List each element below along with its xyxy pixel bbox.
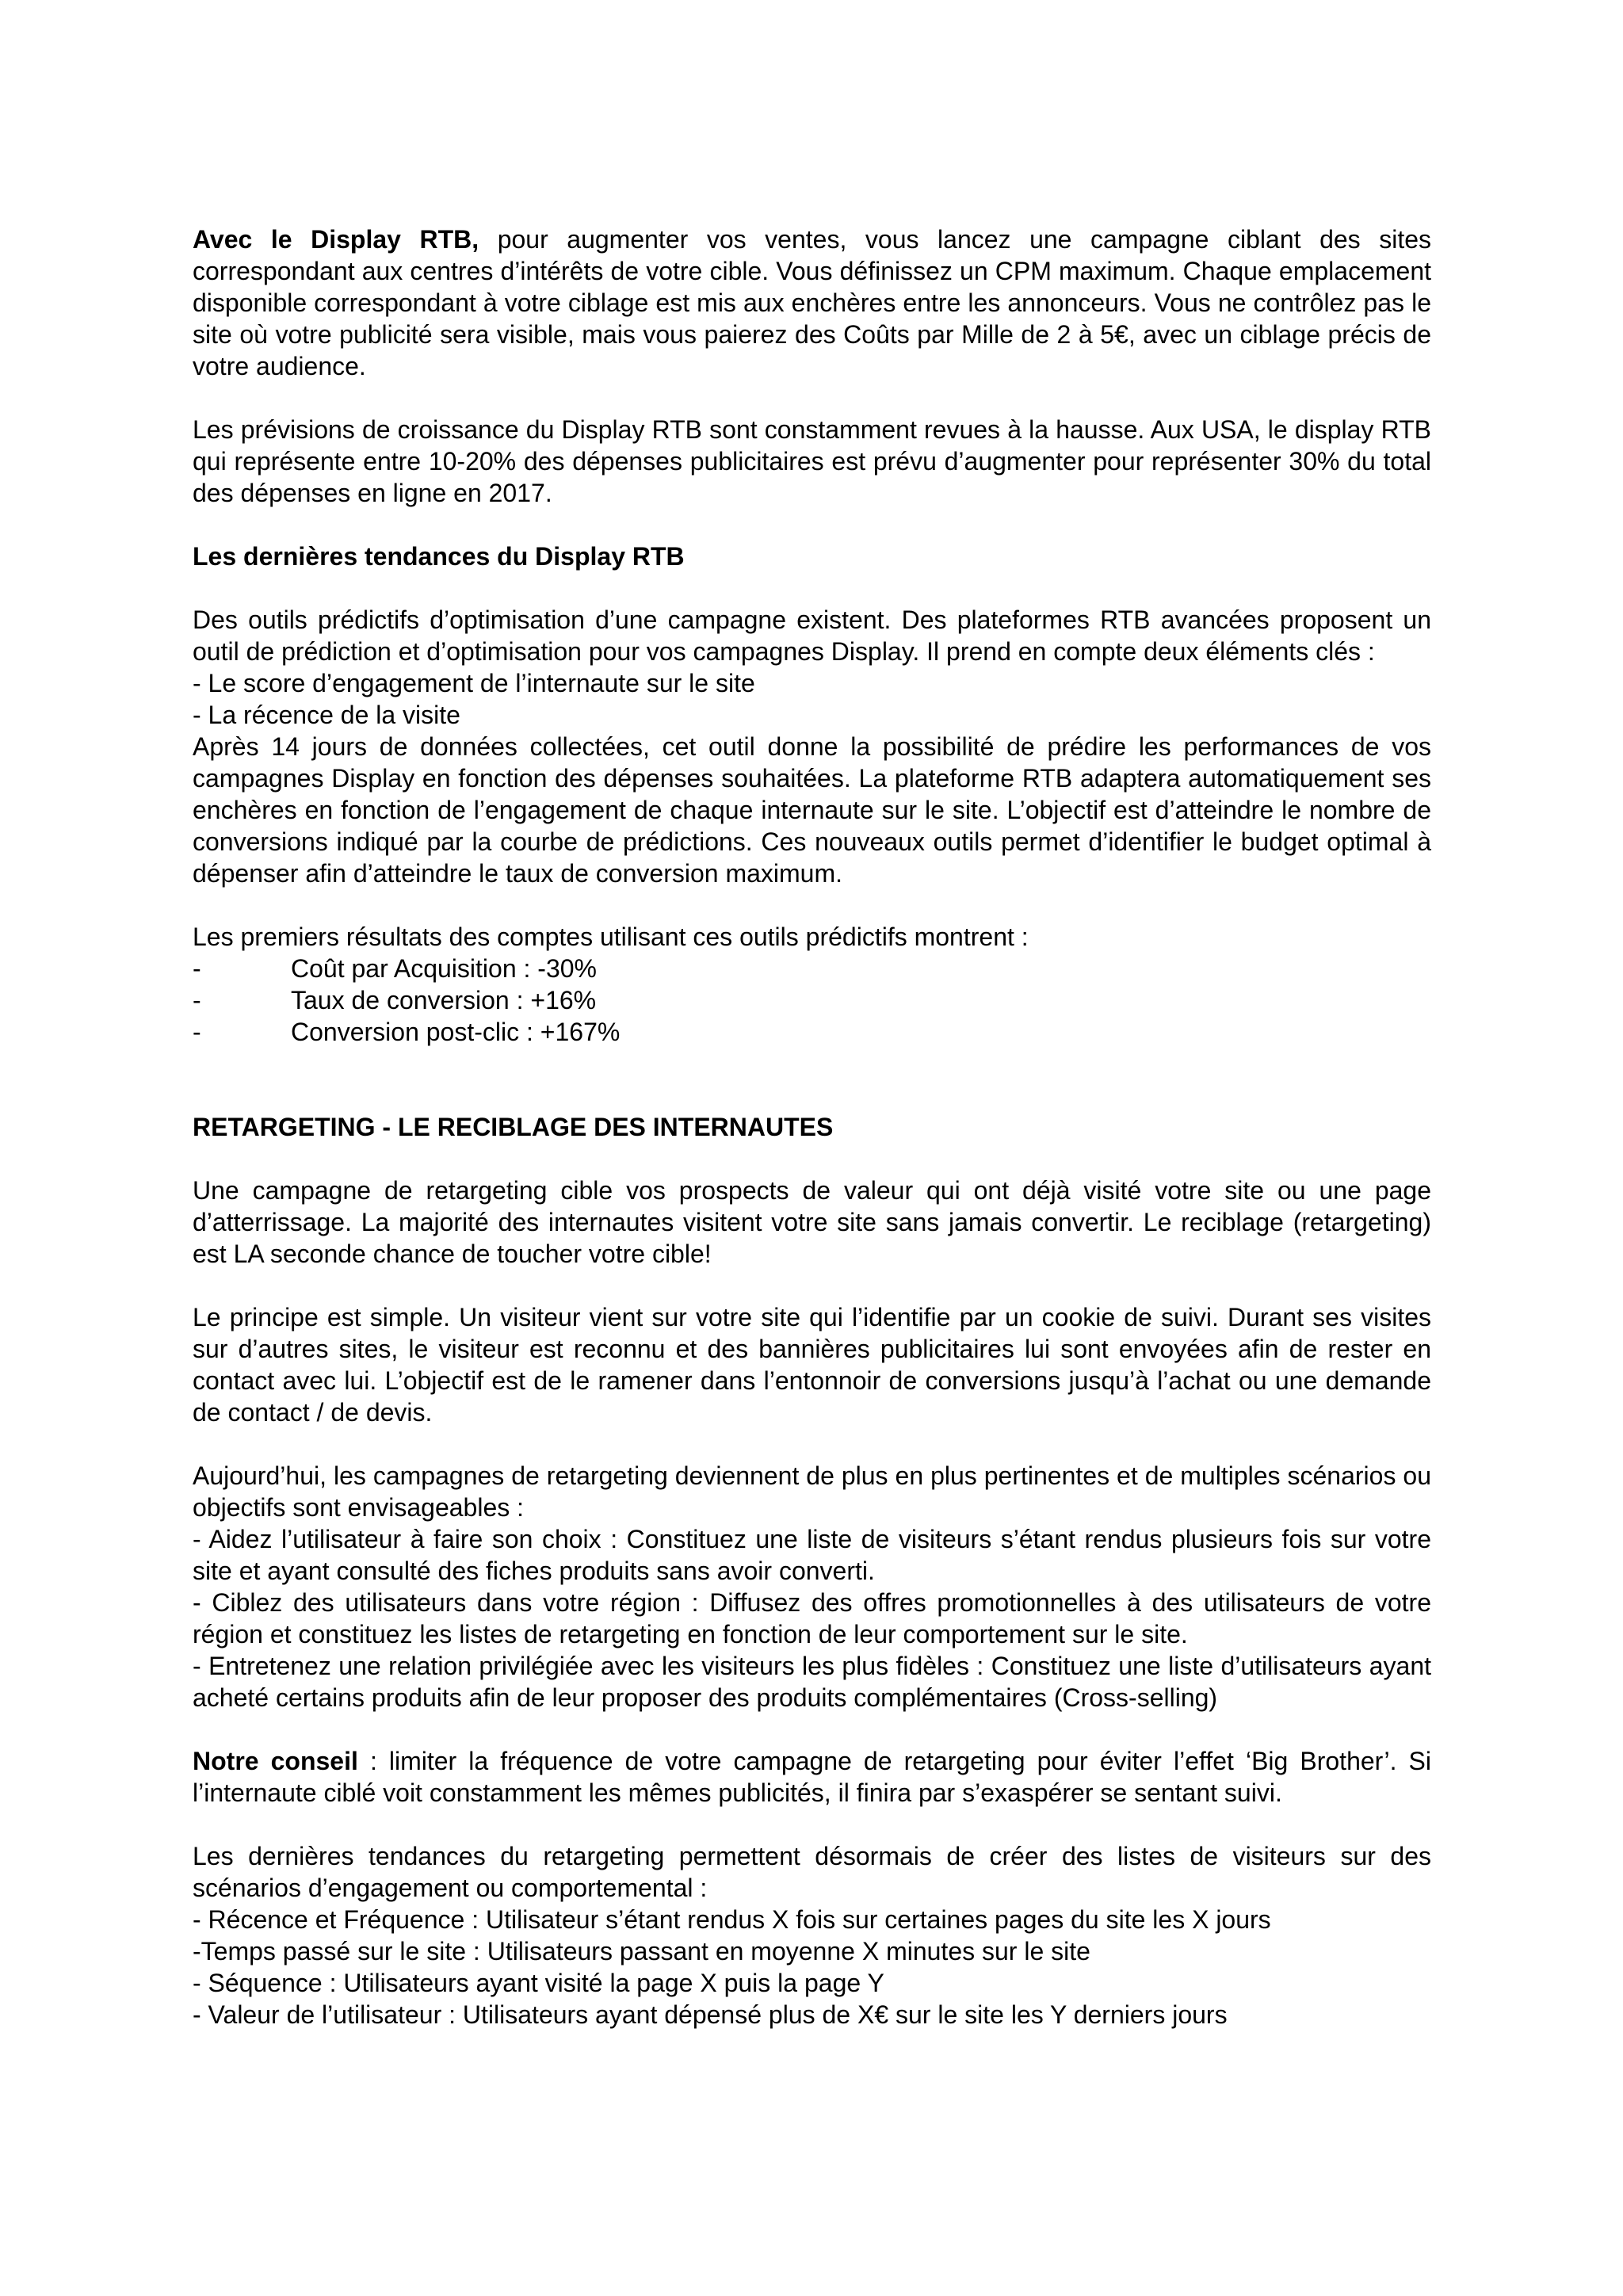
trends-item-engagement: - Le score d’engagement de l’internaute sur le site bbox=[193, 669, 755, 697]
latest-item-user-value: - Valeur de l’utilisateur : Utilisateurs ayant dépensé plus de X€ sur le site les Y derniers jours bbox=[193, 2000, 1228, 2029]
advice-bold: Notre conseil bbox=[193, 1747, 358, 1775]
forecast-paragraph: Les prévisions de croissance du Display RTB sont constamment revues à la hausse. Aux USA, le display RTB qui représente entre 10-20% des dépenses publicitaires est prévu d’augmenter pour représenter 30% du total des dépenses en ligne en 2017. bbox=[193, 415, 1431, 507]
trends-paragraph-1: Des outils prédictifs d’optimisation d’une campagne existent. Des plateformes RTB avancées proposent un outil de prédiction et d’optimisation pour vos campagnes Display. Il prend en compte deux éléments clés : bbox=[193, 606, 1431, 666]
scenario-item-region: - Ciblez des utilisateurs dans votre région : Diffusez des offres promotionnelles à des utilisateurs de votre région et constituez les listes de retargeting en fonction de leur comportement sur le site. bbox=[193, 1588, 1431, 1648]
retargeting-paragraph-3: Aujourd’hui, les campagnes de retargeting deviennent de plus en plus pertinentes et de multiples scénarios ou objectifs sont envisageables : bbox=[193, 1461, 1431, 1522]
scenario-item-loyal: - Entretenez une relation privilégiée avec les visiteurs les plus fidèles : Constituez une liste d’utilisateurs ayant acheté certains produits afin de leur proposer des produits complémentaires (Cross-selling) bbox=[193, 1652, 1431, 1712]
results-intro: Les premiers résultats des comptes utilisant ces outils prédictifs montrent : bbox=[193, 923, 1029, 951]
bullet-dash: - bbox=[193, 1018, 201, 1046]
bullet-dash: - bbox=[193, 986, 201, 1014]
retargeting-paragraph-2: Le principe est simple. Un visiteur vient sur votre site qui l’identifie par un cookie de suivi. Durant ses visites sur d’autres sites, le visiteur est reconnu et des bannières publicitaires lui sont envoyées afin de rester en contact avec lui. L’objectif est de le ramener dans l’entonnoir de conversions jusqu’à l’achat ou une demande de contact / de devis. bbox=[193, 1303, 1431, 1427]
intro-paragraph bbox=[193, 223, 1431, 382]
document-page bbox=[193, 223, 1431, 2030]
advice-paragraph bbox=[193, 1745, 1431, 1809]
latest-intro: Les dernières tendances du retargeting permettent désormais de créer des listes de visiteurs sur des scénarios d’engagement ou comportemental : bbox=[193, 1842, 1431, 1902]
retargeting-heading: RETARGETING - LE RECIBLAGE DES INTERNAUTES bbox=[193, 1113, 834, 1141]
latest-item-time-spent: -Temps passé sur le site : Utilisateurs passant en moyenne X minutes sur le site bbox=[193, 1937, 1090, 1966]
intro-lead-text: pour augmenter vos ventes, vous lancez une campagne ciblant des sites correspondant aux centres d’intérêts de votre cible. Vous définissez un CPM maximum. Chaque emplacement disponible correspondant à votre ciblage est mis aux enchères entre les annonceurs. Vous ne contrôlez pas le site où votre publicité sera visible, mais vous paierez des Coûts par Mille de 2 à 5€, avec un ciblage précis de votre audience. bbox=[193, 225, 1432, 380]
retargeting-paragraph-1: Une campagne de retargeting cible vos prospects de valeur qui ont déjà visité votre site ou une page d’atterrissage. La majorité des internautes visitent votre site sans jamais convertir. Le reciblage (retargeting) est LA seconde chance de toucher votre cible! bbox=[193, 1176, 1431, 1268]
trends-heading: Les dernières tendances du Display RTB bbox=[193, 542, 685, 571]
trends-item-recency: - La récence de la visite bbox=[193, 701, 460, 729]
bullet-dash: - bbox=[193, 954, 201, 983]
intro-lead-bold: Avec le Display RTB, bbox=[193, 225, 479, 254]
latest-item-sequence: - Séquence : Utilisateurs ayant visité la page X puis la page Y bbox=[193, 1969, 884, 1997]
advice-text: : limiter la fréquence de votre campagne de retargeting pour éviter l’effet ‘Big Brother’. Si l’internaute ciblé voit constamment les mêmes publicités, il finira par s’exaspérer se sentant suivi. bbox=[193, 1747, 1432, 1807]
trends-paragraph-2: Après 14 jours de données collectées, cet outil donne la possibilité de prédire les performances de vos campagnes Display en fonction des dépenses souhaitées. La plateforme RTB adaptera automatiquement ses enchères en fonction de l’engagement de chaque internaute sur le site. L’objectif est d’atteindre le nombre de conversions indiqué par la courbe de prédictions. Ces nouveaux outils permet d’identifier le budget optimal à dépenser afin d’atteindre le taux de conversion maximum. bbox=[193, 732, 1431, 888]
result-text: Coût par Acquisition : -30% bbox=[291, 954, 597, 983]
result-item-cpa bbox=[193, 953, 1431, 984]
latest-item-recency-frequency: - Récence et Fréquence : Utilisateur s’étant rendus X fois sur certaines pages du site les X jours bbox=[193, 1905, 1271, 1934]
result-text: Taux de conversion : +16% bbox=[291, 986, 597, 1014]
result-text: Conversion post-clic : +167% bbox=[291, 1018, 621, 1046]
result-item-conversion-rate bbox=[193, 984, 1431, 1016]
scenario-item-choice: - Aidez l’utilisateur à faire son choix : Constituez une liste de visiteurs s’étant rendus plusieurs fois sur votre site et ayant consulté des fiches produits sans avoir converti. bbox=[193, 1525, 1431, 1585]
result-item-post-click bbox=[193, 1016, 1431, 1048]
